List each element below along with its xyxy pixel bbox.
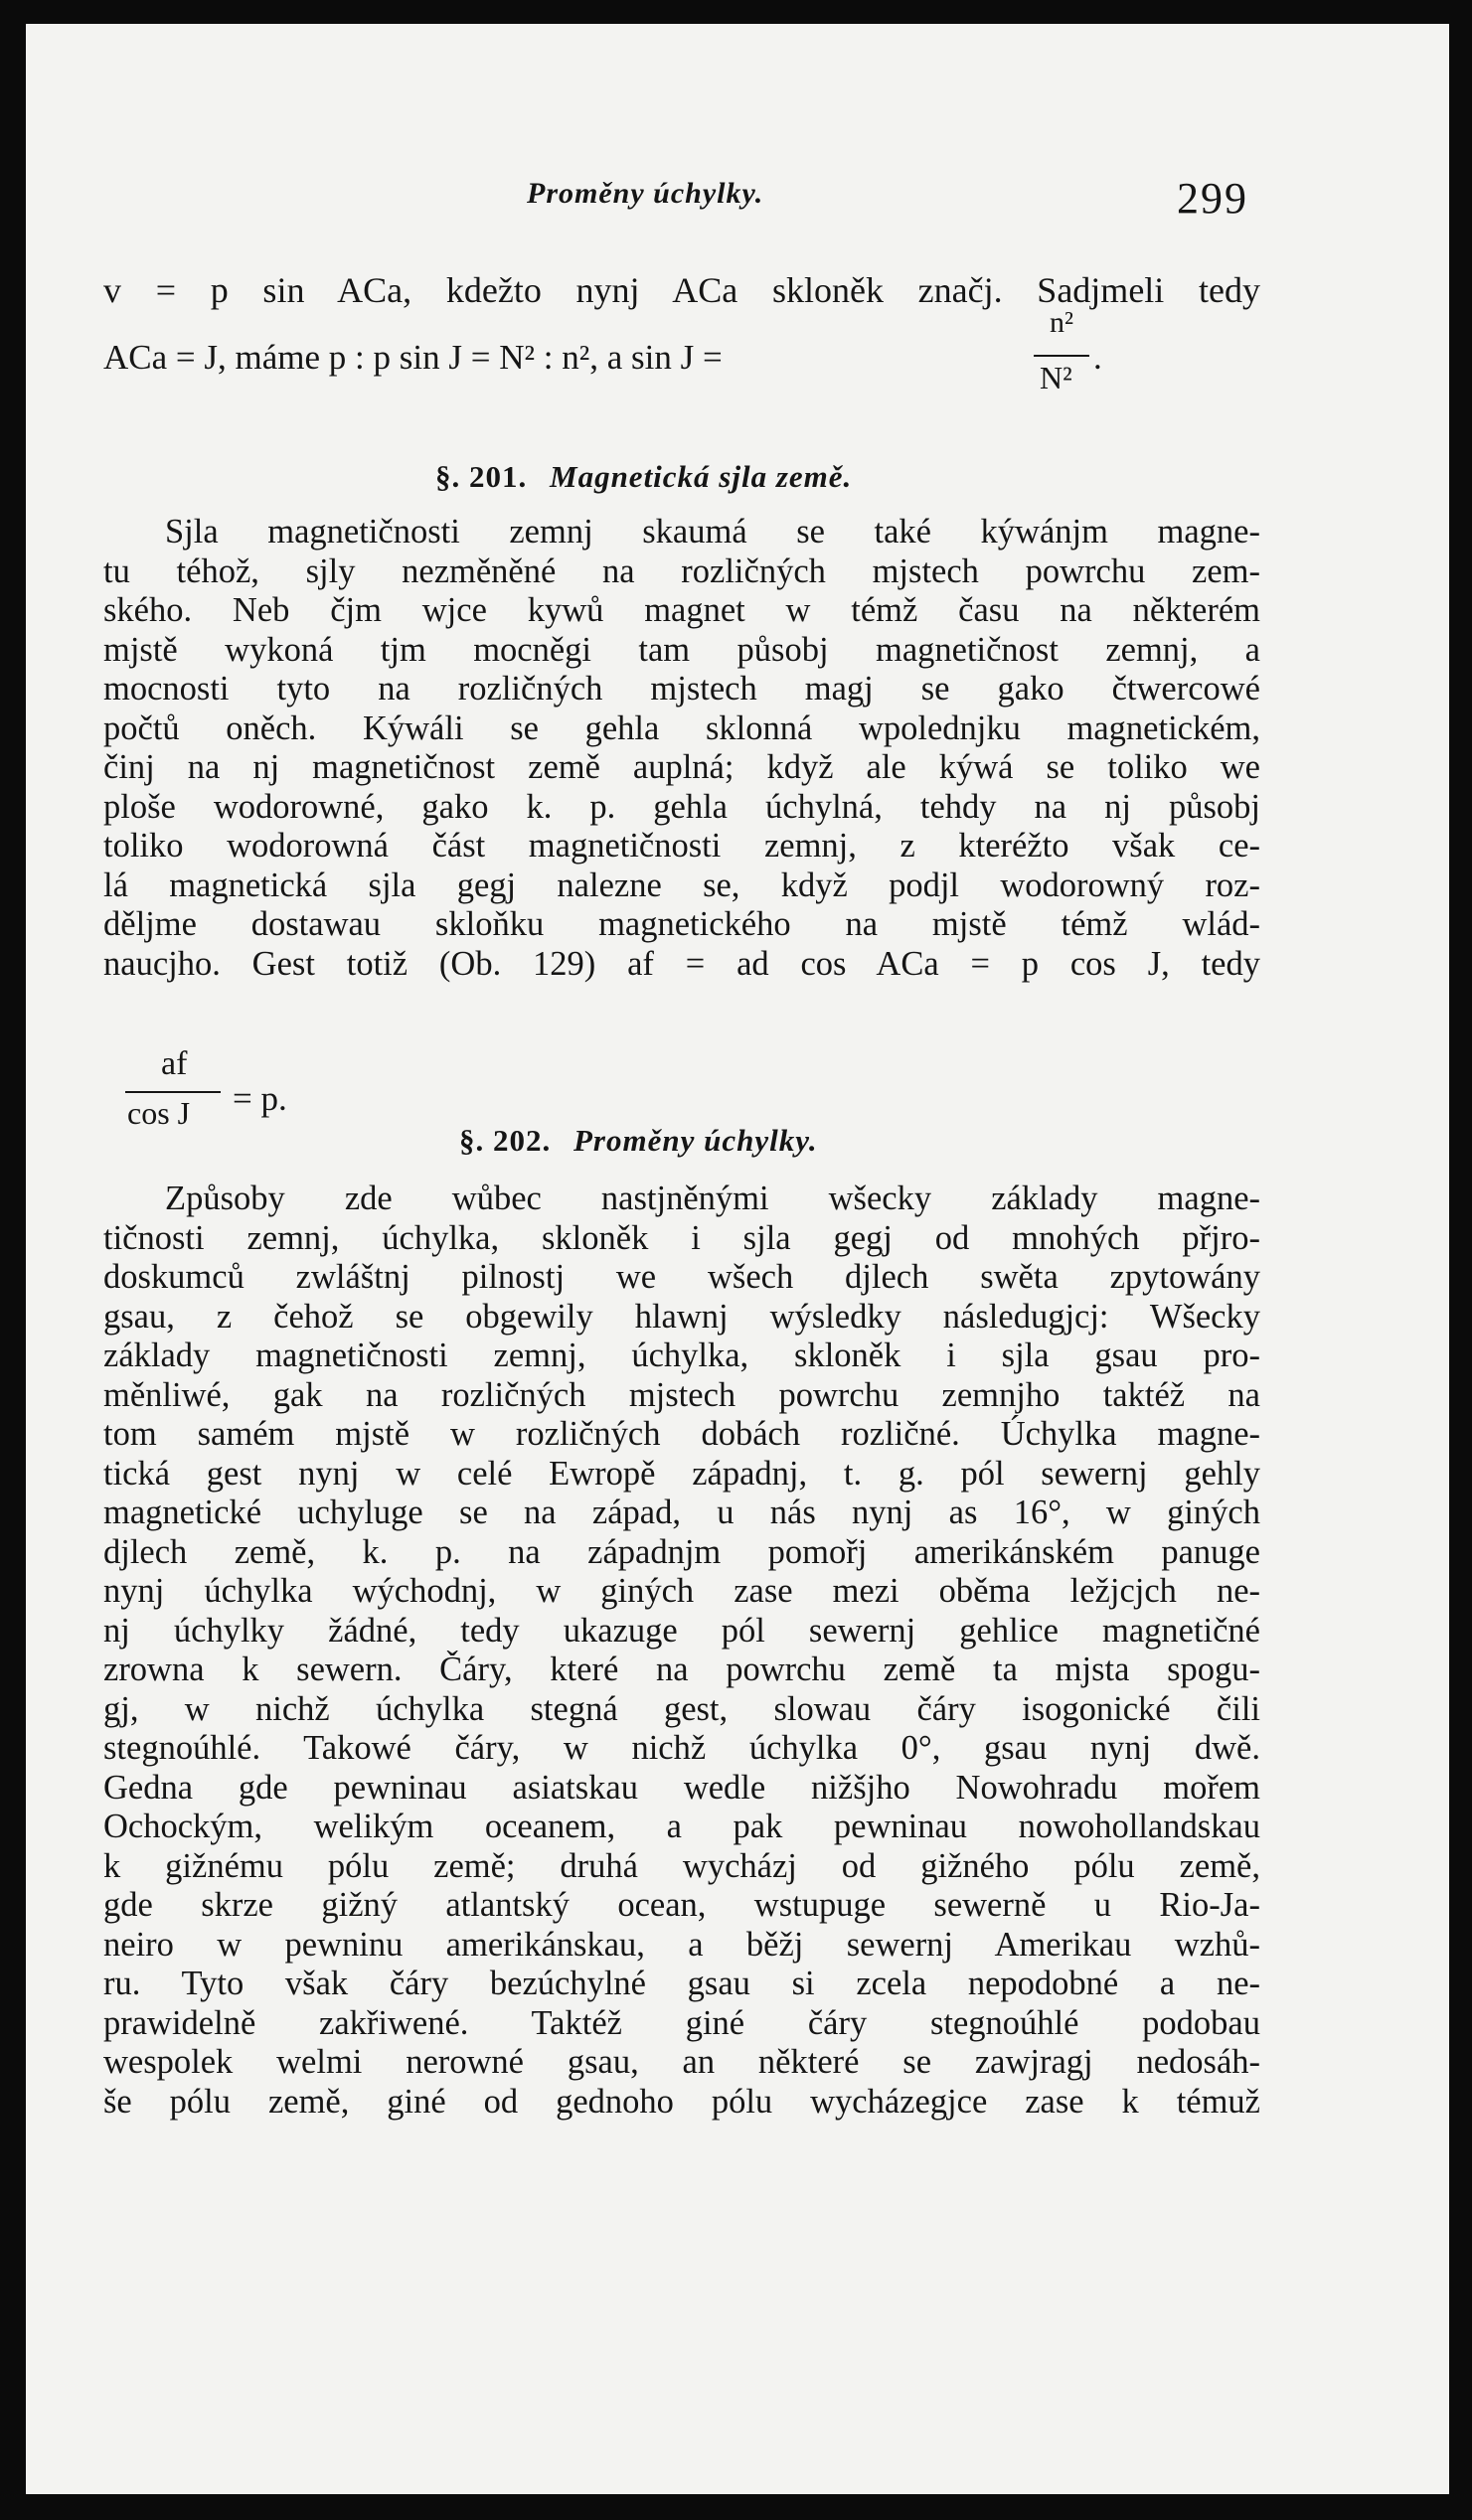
section-201-line: ského. Neb čjm wjce kywů magnet w témž času na některém: [103, 591, 1260, 629]
section-201-frac-tail: = p.: [233, 1079, 287, 1118]
section-202-line: základy magnetičnosti zemnj, úchylka, skloněk i sjla gsau pro-: [103, 1337, 1260, 1374]
section-202-heading: [459, 1123, 818, 1159]
section-202-line: Gedna gde pewninau asiatskau wedle nižšjho Nowohradu mořem: [103, 1768, 1260, 1807]
section-202-line: tom samém mjstě w rozličných dobách rozličné. Úchylka magne-: [103, 1415, 1260, 1453]
section-202-line: ru. Tyto však čáry bezúchylné gsau si zcela nepodobné a ne-: [103, 1965, 1260, 2002]
section-202-title: Proměny úchylky.: [573, 1123, 818, 1158]
section-202-line: djlech země, k. p. na západnjm pomořj amerikánském panuge: [103, 1532, 1260, 1571]
section-202-line: tičnosti zemnj, úchylka, skloněk i sjla gegj od mnohých přjro-: [103, 1218, 1260, 1257]
section-201-frac-numerator: af: [161, 1045, 188, 1082]
section-202-line: magnetické uchyluge se na západ, u nás nynj as 16°, w giných: [103, 1494, 1260, 1531]
section-201-number: §. 201.: [435, 459, 528, 494]
section-202-line: k gižnému pólu země; druhá wycházj od gižného pólu země,: [103, 1846, 1260, 1885]
section-202-line: gde skrze gižný atlantský ocean, wstupuge sewerně u Rio-Ja-: [103, 1886, 1260, 1924]
section-201-line: ploše wodorowné, gako k. p. gehla úchylná, tehdy na nj působj: [103, 787, 1260, 826]
section-201-frac-bar: [125, 1091, 221, 1093]
section-201-line: naucjho. Gest totiž (Ob. 129) af = ad cos ACa = p cos J, tedy: [103, 944, 1260, 983]
formula-frac-tail: .: [1093, 338, 1102, 377]
section-202-line: Způsoby zde wůbec nastjněnými wšecky základy magne-: [165, 1180, 1260, 1217]
formula-frac-denominator: N²: [1040, 360, 1072, 395]
formula-frac-bar: [1034, 355, 1089, 357]
formula-line-2: ACa = J, máme p : p sin J = N² : n², a sin J =: [103, 338, 723, 377]
section-202-line: Ochockým, welikým oceanem, a pak pewninau nowohollandskau: [103, 1808, 1260, 1845]
section-202-line: nynj úchylka wýchodnj, w giných zase mezi oběma ležjcjch ne-: [103, 1572, 1260, 1610]
section-202-line: stegnoúhlé. Takowé čáry, w nichž úchylka 0°, gsau nynj dwě.: [103, 1729, 1260, 1767]
page-number: 299: [1177, 174, 1248, 223]
section-201-line: toliko wodorowná část magnetičnosti zemnj, z kteréžto však ce-: [103, 827, 1260, 865]
section-201-heading: [435, 459, 852, 495]
section-202-line: prawidelně zakřiwené. Taktéž giné čáry stegnoúhlé podobau: [103, 2003, 1260, 2042]
running-header-title: Proměny úchylky.: [527, 177, 764, 210]
section-202-line: zrowna k sewern. Čáry, které na powrchu země ta mjsta spogu-: [103, 1651, 1260, 1688]
section-202-line: gsau, z čehož se obgewily hlawnj wýsledky následugjcj: Wšecky: [103, 1297, 1260, 1336]
section-201-frac-denominator: cos J: [127, 1095, 191, 1131]
section-202-line: še pólu země, giné od gednoho pólu wycházegjce zase k témuž: [103, 2082, 1260, 2121]
formula-line-1: v = p sin ACa, kdežto nynj ACa skloněk značj. Sadjmeli tedy: [103, 270, 1260, 310]
section-201-line: počtů oněch. Kýwáli se gehla sklonná wpolednjku magnetickém,: [103, 709, 1260, 747]
formula-frac-numerator: n²: [1050, 306, 1073, 339]
section-202-line: doskumců zwláštnj pilnostj we wšech djlech swěta zpytowány: [103, 1258, 1260, 1296]
section-201-line: činj na nj magnetičnost země auplná; když ale kýwá se toliko we: [103, 748, 1260, 786]
section-201-line: Sjla magnetičnosti zemnj skaumá se také kýwánjm magne-: [165, 513, 1260, 551]
section-201-line: lá magnetická sjla gegj nalezne se, když podjl wodorowný roz-: [103, 866, 1260, 904]
section-202-line: gj, w nichž úchylka stegná gest, slowau čáry isogonické čili: [103, 1689, 1260, 1728]
section-202-line: neiro w pewninu amerikánskau, a běžj sewernj Amerikau wzhů-: [103, 1925, 1260, 1964]
section-202-body: [103, 1180, 1260, 2122]
section-201-line: mjstě wykoná tjm mocněgi tam působj magnetičnost zemnj, a: [103, 630, 1260, 669]
section-201-body: [103, 513, 1260, 984]
section-201-line: mocnosti tyto na rozličných mjstech magj se gako čtwercowé: [103, 670, 1260, 708]
section-202-line: wespolek welmi nerowné gsau, an některé se zawjragj nedosáh-: [103, 2043, 1260, 2081]
section-201-title: Magnetická sjla země.: [550, 459, 853, 494]
section-201-line: děljme dostawau skloňku magnetického na mjstě témž wlád-: [103, 905, 1260, 943]
section-202-number: §. 202.: [459, 1123, 552, 1158]
section-202-line: měnliwé, gak na rozličných mjstech powrchu zemnjho taktéž na: [103, 1375, 1260, 1414]
section-202-line: tická gest nynj w celé Ewropě západnj, t. g. pól sewernj gehly: [103, 1454, 1260, 1493]
section-202-line: nj úchylky žádné, tedy ukazuge pól sewernj gehlice magnetičné: [103, 1611, 1260, 1650]
section-201-line: tu téhož, sjly nezměněné na rozličných mjstech powrchu zem-: [103, 551, 1260, 590]
